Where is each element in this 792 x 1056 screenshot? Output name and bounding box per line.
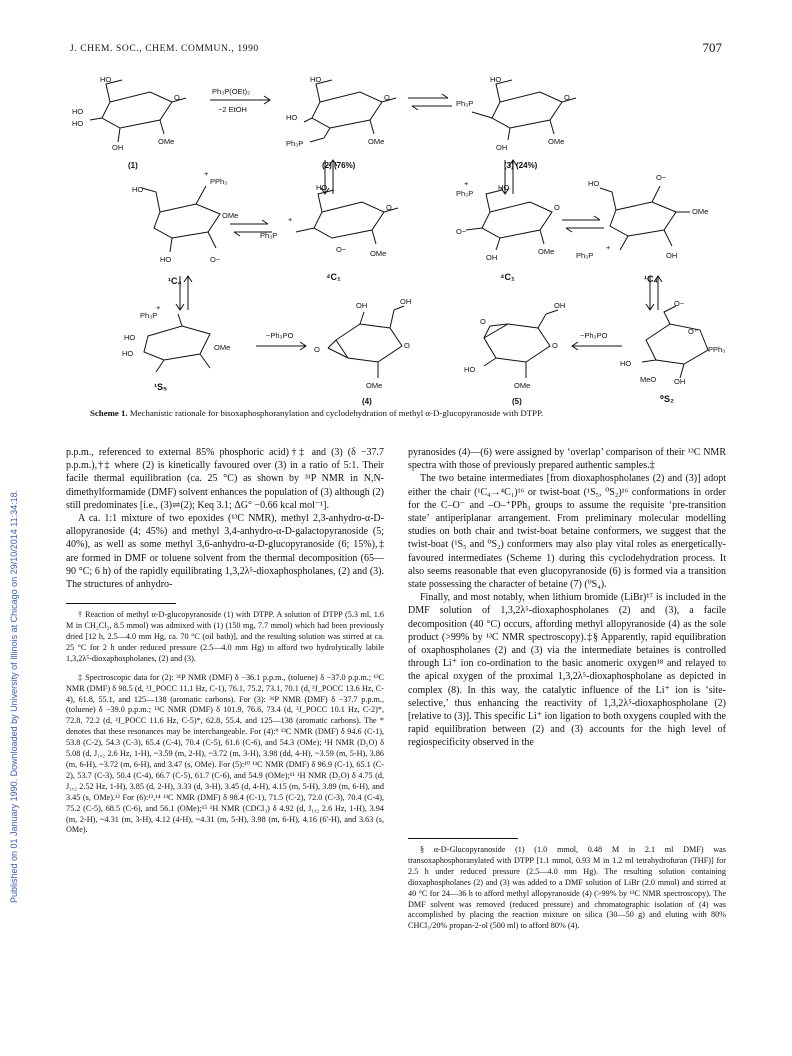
arrow-0s2-5 [572,342,622,350]
charge-label: + [204,169,209,178]
atom-label: PPh₃ [210,177,228,186]
atom-label: HO [464,365,476,374]
right-footnote-block [408,826,726,932]
atom-label: O− [456,227,467,236]
atom-label: HO [490,75,502,84]
atom-label: O [174,93,180,102]
atom-label: OMe [222,211,239,220]
charge-label: + [464,179,469,188]
atom-label: O [552,341,558,350]
atom-label: MeO [640,375,657,384]
left-column [66,446,384,836]
atom-label: HO [588,179,600,188]
atom-label: HO [498,183,510,192]
ring-1c4-a [154,204,220,238]
conformation-label: ⁴C₁ [500,272,515,282]
atom-label: HO [160,255,172,264]
compound-label: (3) (24%) [504,161,538,170]
atom-label: HO [310,75,322,84]
compound-label: (5) [512,397,522,406]
atom-label: O [404,341,410,350]
atom-label: OMe [370,249,387,258]
ring-3 [492,92,562,128]
atom-label: O− [674,299,685,308]
footnote: ‡ Spectroscopic data for (2): ³¹P NMR (DMF) δ −36.1 p.p.m., (toluene) δ −37.0 p.p.m.; ¹³C NMR (DMF) δ 98.5 (d, ³J_POCC 11.1 Hz, C-1), 76.1, 75.2, 73.1, 70.1 (d, ³J_POCC 13.6 Hz, C-4), 61.8, 55.1, and 125—138 (aromatic carbons). For (3): ³¹P NMR (DMF) δ −37.7 p.p.m., (toluene) δ −39.0 p.p.m.; ¹³C NMR (DMF) δ 101.9, 76.6, 73.4 (d, ³J_POCC 10.1 Hz, C-2)*, 72.8, 72.2 (d, ³J_POCC 11.6 Hz, C-5)*, 62.8, 55.4, and 125—138 (aromatic carbons). The * denotes that these resonances may be interchangeable. For (4):⁹ ¹³C NMR (DMF) δ 94.6 (C-1), 53.8 (C-2), 54.3 (C-3), 65.4 (C-4), 70.4 (C-5), 61.6 (C-6), and 54.3 (OMe); ¹H NMR (D₂O) δ 5.08 (d, J₁,₂ 2.6 Hz, 1-H), ~3.59 (m, 2-H), ~3.72 (m, 3-H), 3.98 (dd, 4-H), ~3.59 (m, 5-H), 3.86 (m, 6-H), ~3.72 (m, 6-H), and 3.47 (s, OMe). For (5):¹⁰ ¹³C NMR (DMF) δ 96.9 (C-1), 65.1 (C-2), 53.7 (C-3), 50.4 (C-4), 66.7 (C-5), 61.7 (C-6), and 54.9 (OMe);¹¹ ¹H NMR (D₂O) δ 4.75 (d, J₁,₂ 2.52 Hz, 1-H), 3.85 (d, 2-H), 3.33 (d, 3-H), 3.45 (d, 4-H), 4.15 (m, 5-H), 3.89 (m, 6-H), and 3.45 (s, OMe).¹² For (6):¹³,¹⁴ ¹³C NMR (DMF) δ 98.4 (C-1), 71.5 (C-2), 72.0 (C-3), 70.4 (C-4), 75.2 (C-5), 68.5 (C-6), and 56.1 (OMe);¹⁵ ¹H NMR (CDCl₃) δ 4.92 (d, J₁,₂ 2.6 Hz, 1-H), 3.94 (m, 2-H), ~4.31 (m, 3-H), 4.12 (4-H), ~4.31 (m, 5-H), 3.98 (m, 6-H), 4.16 (6′-H), and 3.63 (s, OMe). [66,672,384,835]
atom-label: HO [100,75,112,84]
conformation-label: ¹S₅ [154,382,168,392]
download-watermark [4,188,18,908]
conformation-label: ¹C₄ [644,274,658,284]
scheme-svg [60,62,740,412]
ring-5 [484,324,550,362]
body-paragraph: The two betaine intermediates [from dioxaphospholanes (2) and (3)] adopt either the chair (¹C₄→⁴C₁)¹⁶ or twist-boat (¹S₅, ⁰S₂)¹⁶ conformations in order for the C–O⁻ and –O–⁺PPh₃ groups to assume the requisite ‘pre-transition state’ antiperiplanar arrangement. From preliminary molecular modelling studies on both chair and twist-boat betaine conformers, we suggest that the twist-boat (¹S₅ and ⁰S₂) conformers may also play vital roles as energetically-favoured intermediates (Scheme 1) during this cyclodehydration process. It also seems reasonable that even glucopyranoside (6) is formed via a transition state possessing the character of betaine (7) (⁰S₄). [408,473,726,591]
atom-label: OH [400,297,412,306]
atom-label: Ph₃P [576,251,594,260]
atom-label: OMe [214,343,231,352]
atom-label: O [554,203,560,212]
arrow-1s5-4 [256,342,306,350]
ring-2 [312,92,382,128]
compound-label: (1) [128,161,138,170]
body-paragraph: Finally, and most notably, when lithium bromide (LiBr)¹⁷ is included in the DMF solution of 1,3,2λ⁵-dioxaphospholanes (2) and (3), a facile decomposition (40 °C) occurs, affording methyl allopyranoside (4) as the sole product (>99% by ¹³C NMR spectroscopy).‡§ Apparently, rapid equilibration of oxaphospholanes (2) and (3) via the intermediate betaines is controlled through Li⁺ ion co-ordination to the basic anomeric oxygen¹⁸ and relayed to the apical oxygen of the proximal 1,3,2λ⁵-dioxaphospholane as depicted in complex (8). In this way, the catalytic influence of the Li⁺ ion is ‘site-selective,’ thus enhancing the reactivity of 1,3,2λ⁵-dioxaphospholane (2) [relative to (3)]. This specific Li⁺ ion ligation to both oxygens coupled with the rapid equilibration between (2) and (3) accounts for the high level of regiospecificity observed in the [408,592,726,749]
atom-label: HO [72,119,84,128]
atom-label: HO [124,333,136,342]
download-watermark-text: Published on 01 January 1990. Downloaded by University of Illinois at Chicago on 29/10/2014 11:34:18. [9,489,19,903]
conformation-label: ⁰S₂ [660,394,674,404]
body-paragraph: p.p.m., referenced to external 85% phosphoric acid)†‡ and (3) (δ −37.7 p.p.m.),†‡ where (2) is kinetically favoured over (3) in a ratio of 5:1. Their facile thermal equilibration (ca. 25 °C) as shown by ³¹P NMR in N,N-dimethylformamide (DMF) solvent enhances the population of (3) although (2) still predominates [i.e., (3)⇌(2); Keq 3.1; ΔG° −0.66 kcal mol⁻¹]. [66,447,384,511]
reagent-label: Ph₃P(OEt)₂ [212,87,251,96]
atom-label: O− [210,255,221,264]
footnote: § α-D-Glucopyranoside (1) (1.0 mmol, 0.48 M in 2.1 ml DMF) was transoxaphosphoranylated with DTPP [1.1 mmol, 0.93 M in 1.2 ml tetrahydrofuran (THF)] for 2.5 h under reduced pressure (2.5—4.0 mm Hg). The resulting solution containing dioxaphospholanes (2) and (3) was added to a DMF solution of LiBr (2.0 mmol) and stirred at 40 °C for 24—36 h to afford methyl allopyranoside (4) (>99% by ¹³C NMR spectroscopy). The DMF solvent was removed (reduced pressure) and chromatographic isolation of (4) was accomplished by placing the reaction mixture on silica (30—50 g) and eluting with 80% CHCl₃/20% propan-2-ol (500 ml) to afford 80% (4). [408,845,726,931]
atom-label: Ph₃P [456,189,474,198]
atom-label: O [564,93,570,102]
atom-label: OH [554,301,566,310]
conformation-label: ¹C₄ [168,276,182,286]
compound-label: (4) [362,397,372,406]
atom-label: Ph₃P [260,231,278,240]
reagent-label: −2 EtOH [218,105,247,114]
atom-label: OH [112,143,124,152]
charge-label: + [288,215,293,224]
atom-label: Ph₃P [140,311,158,320]
atom-label: OMe [366,381,383,390]
arrow-1-2 [210,96,270,104]
ring-4 [336,324,402,362]
atom-label: HO [122,349,134,358]
atom-label: OMe [158,137,175,146]
atom-label: HO [72,107,84,116]
atom-label: Ph₃P [456,99,474,108]
atom-label: HO [132,185,144,194]
atom-label: OMe [368,137,385,146]
equilibrium-2-3 [408,94,452,110]
footnote-divider [408,838,518,839]
atom-label: HO [316,183,328,192]
atom-label: Ph₃P [286,139,304,148]
atom-label: OMe [692,207,709,216]
atom-label: O− [656,173,667,182]
conformation-label: ⁴C₁ [326,272,341,282]
atom-label: O− [336,245,347,254]
byproduct-label: −Ph₃PO [266,331,294,340]
byproduct-label: −Ph₃PO [580,331,608,340]
ring-1c4-b [610,202,676,236]
atom-label: OMe [538,247,555,256]
ring-0s2 [646,324,708,364]
ring-1 [102,92,172,128]
compound-label: (2) (76%) [322,161,356,170]
atom-label: HO [286,113,298,122]
footnote-divider [66,603,176,604]
scheme-caption [90,408,730,418]
atom-label: O [480,317,486,326]
caption-text: Mechanistic rationale for bisoxaphosphoranylation and cyclodehydration of methyl α-D-glucopyranoside with DTPP. [129,408,544,418]
footnote: † Reaction of methyl α-D-glucopyranoside (1) with DTPP. A solution of DTPP (5.3 ml, 1.6 M in CH₂Cl₂, 8.5 mmol) was admixed with (1) (150 mg, 7.7 mmol) which had been previously dried [12 h, 2.5—4.0 mm Hg, ca. 70 °C (oil bath)], and the resulting solution was stirred at ca. 25 °C for 2 h under reduced pressure (2.5—4.0 mm Hg) to afford two hydrolytically labile 1,3,2λ⁵-dioxaphospholanes, (2) and (3). [66,610,384,663]
caption-label: Scheme 1. [90,408,128,418]
charge-label: + [156,303,161,312]
atom-label: OH [496,143,508,152]
atom-label: O [386,203,392,212]
atom-label: OH [356,301,368,310]
atom-label: O [384,93,390,102]
atom-label: OH [666,251,678,260]
ring-4c1-a [314,202,384,238]
running-header: J. CHEM. SOC., CHEM. COMMUN., 1990 [70,44,259,54]
body-paragraph: pyranosides (4)—(6) were assigned by ‘overlap’ comparison of their ¹³C NMR spectra with those of previously prepared authentic samples.‡ [408,447,726,472]
equilibrium-4c1-1c4-b [562,216,604,232]
atom-label: PPh₃ [708,345,726,354]
page-number: 707 [702,40,722,55]
right-column [408,446,726,931]
ring-4c1-b [482,202,552,238]
atom-label: O⁺ [688,327,698,336]
atom-label: OMe [548,137,565,146]
body-paragraph: A ca. 1:1 mixture of two epoxides (¹³C NMR), methyl 2,3-anhydro-α-D-allopyranoside (4; 45%) and methyl 3,4-anhydro-α-D-galactopyranoside (5; 40%), as well as some methyl 3,6-anhydro-α-D-glucopyranoside (6; 15%),‡ are formed in DMF or toluene solvent from the thermal decomposition (65—90 °C; 6 h) of the rapidly equilibrating 1,3,2λ⁵-dioxaphospholanes, (2) and (3). The structures of anhydro- [66,513,384,591]
atom-label: OMe [514,381,531,390]
atom-label: O [314,345,320,354]
atom-label: OH [486,253,498,262]
atom-label: HO [620,359,632,368]
scheme-figure [60,62,740,412]
atom-label: OH [674,377,686,386]
charge-label: + [606,243,611,252]
